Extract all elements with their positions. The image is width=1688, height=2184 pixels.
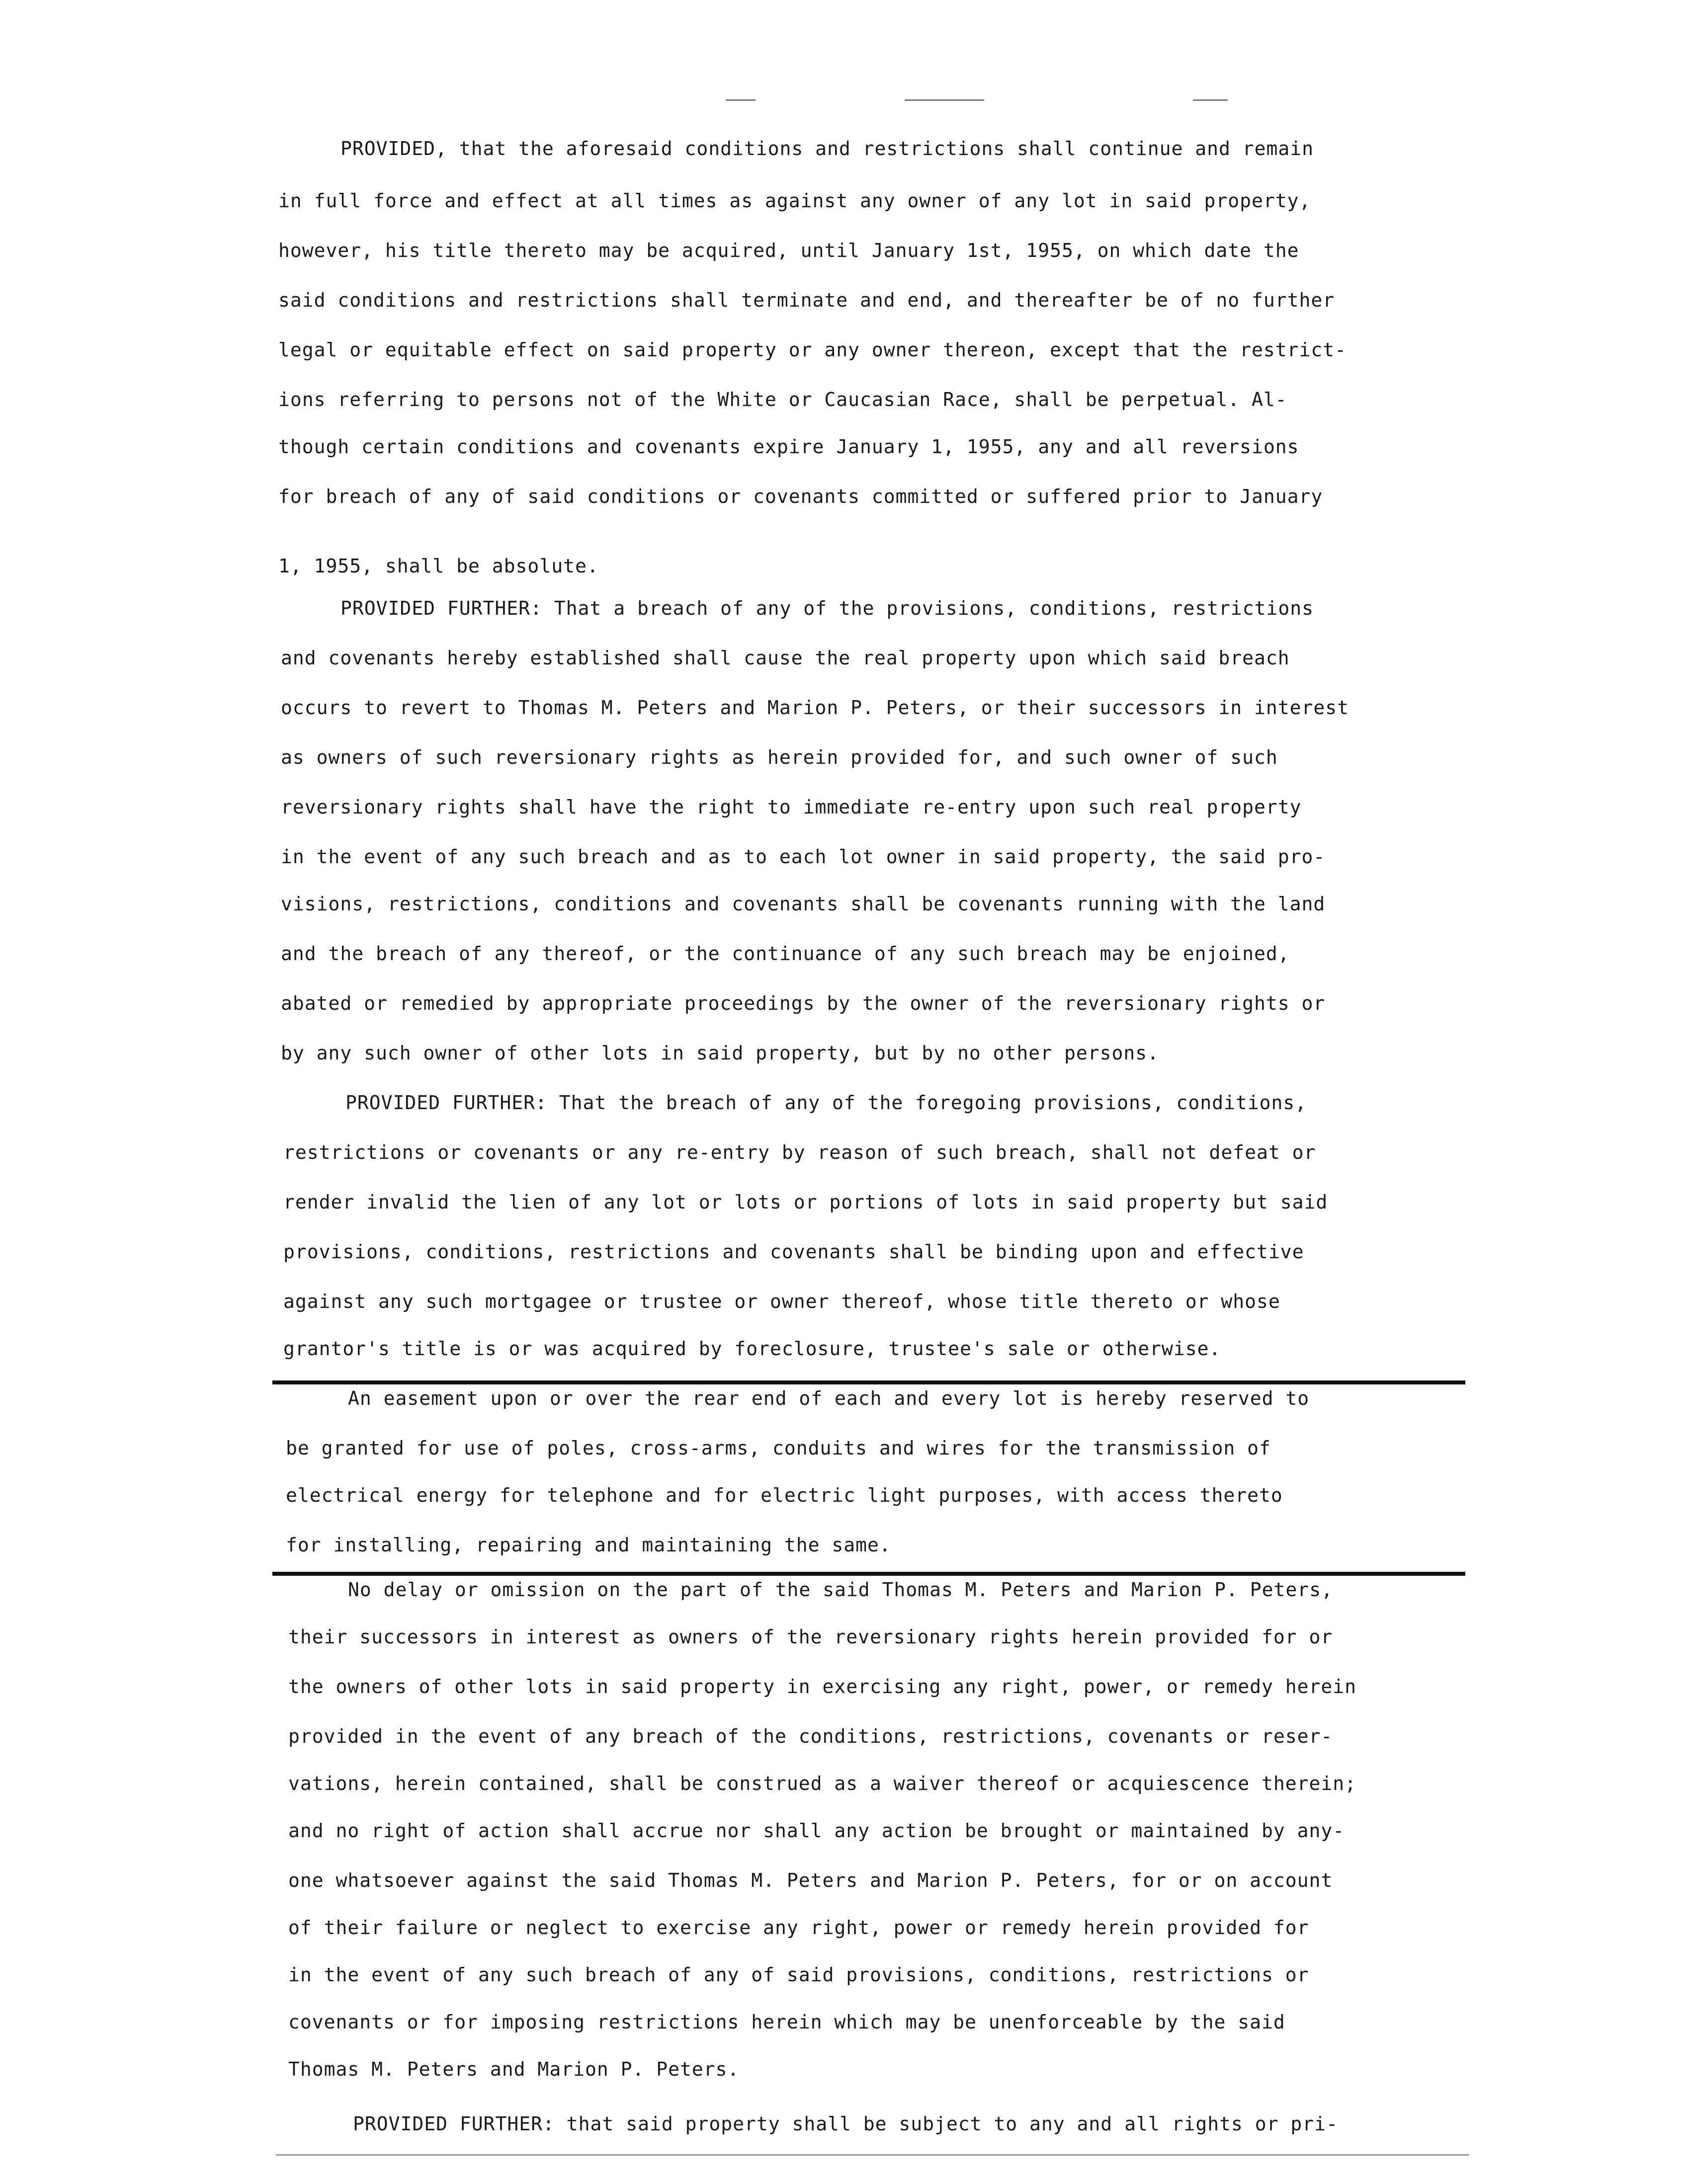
paragraph-2-line-1: PROVIDED FURTHER: That a breach of any of the provisions, conditions, restrictions [340,597,1314,619]
paragraph-4-line-4: for installing, repairing and maintaining the same. [286,1534,891,1556]
paragraph-3-line-4: provisions, conditions, restrictions and covenants shall be binding upon and effective [283,1241,1304,1263]
paragraph-5-line-10: covenants or for imposing restrictions herein which may be unenforceable by the said [288,2011,1285,2033]
paragraph-5-line-6: and no right of action shall accrue nor shall any action be brought or maintained by any- [288,1820,1345,1842]
scan-mark [276,2154,1469,2156]
paragraph-1-line-2: in full force and effect at all times as against any owner of any lot in said property, [278,190,1311,212]
paragraph-1-line-1: PROVIDED, that the aforesaid conditions and restrictions shall continue and remain [340,138,1314,160]
paragraph-5-line-3: the owners of other lots in said property in exercising any right, power, or remedy herein [288,1676,1357,1698]
scan-mark [726,99,756,101]
paragraph-1-line-3: however, his title thereto may be acquired, until January 1st, 1955, on which date the [278,240,1299,261]
section-divider [272,1380,1465,1384]
section-divider [272,1572,1465,1576]
paragraph-1-line-7: though certain conditions and covenants expire January 1, 1955, any and all reversions [278,436,1299,458]
paragraph-3-line-2: restrictions or covenants or any re-entry by reason of such breach, shall not defeat or [283,1141,1316,1163]
paragraph-5-line-2: their successors in interest as owners of the reversionary rights herein provided for or [288,1626,1333,1648]
paragraph-5-line-9: in the event of any such breach of any of said provisions, conditions, restrictions or [288,1964,1309,1986]
paragraph-2-line-5: reversionary rights shall have the right to immediate re-entry upon such real property [281,796,1302,818]
paragraph-2-line-10: by any such owner of other lots in said property, but by no other persons. [281,1042,1159,1064]
paragraph-5-line-5: vations, herein contained, shall be construed as a waiver thereof or acquiescence therein; [288,1773,1357,1794]
paragraph-5-line-4: provided in the event of any breach of the conditions, restrictions, covenants or reser- [288,1725,1333,1747]
paragraph-5-line-7: one whatsoever against the said Thomas M. Peters and Marion P. Peters, for or on account [288,1869,1333,1891]
paragraph-1-line-9: 1, 1955, shall be absolute. [278,555,599,577]
paragraph-1-line-6: ions referring to persons not of the White or Caucasian Race, shall be perpetual. Al- [278,389,1287,410]
paragraph-4-line-3: electrical energy for telephone and for electric light purposes, with access thereto [286,1484,1283,1506]
scan-mark [905,99,984,101]
paragraph-5-line-1: No delay or omission on the part of the said Thomas M. Peters and Marion P. Peters, [348,1579,1333,1601]
paragraph-3-line-5: against any such mortgagee or trustee or owner thereof, whose title thereto or whose [283,1291,1280,1312]
paragraph-1-line-4: said conditions and restrictions shall terminate and end, and thereafter be of no further [278,289,1335,311]
paragraph-4-line-1: An easement upon or over the rear end of each and every lot is hereby reserved to [348,1387,1310,1409]
paragraph-2-line-7: visions, restrictions, conditions and covenants shall be covenants running with the land [281,893,1326,915]
paragraph-4-line-2: be granted for use of poles, cross-arms, conduits and wires for the transmission of [286,1437,1271,1459]
paragraph-2-line-8: and the breach of any thereof, or the continuance of any such breach may be enjoined, [281,943,1290,965]
paragraph-2-line-9: abated or remedied by appropriate proceedings by the owner of the reversionary rights or [281,992,1326,1014]
paragraph-1-line-5: legal or equitable effect on said property or any owner thereon, except that the restrict- [278,339,1347,361]
paragraph-5-line-11: Thomas M. Peters and Marion P. Peters. [288,2058,740,2080]
paragraph-3-line-3: render invalid the lien of any lot or lots or portions of lots in said property but said [283,1191,1328,1213]
paragraph-2-line-3: occurs to revert to Thomas M. Peters and Marion P. Peters, or their successors in interest [281,697,1350,719]
scan-mark [1193,99,1228,101]
paragraph-2-line-4: as owners of such reversionary rights as herein provided for, and such owner of such [281,746,1278,768]
paragraph-3-line-1: PROVIDED FURTHER: That the breach of any of the foregoing provisions, conditions, [345,1092,1307,1114]
paragraph-3-line-6: grantor's title is or was acquired by foreclosure, trustee's sale or otherwise. [283,1338,1221,1360]
paragraph-5-line-8: of their failure or neglect to exercise any right, power or remedy herein provided for [288,1917,1309,1939]
paragraph-2-line-6: in the event of any such breach and as to each lot owner in said property, the said pro- [281,846,1326,868]
paragraph-1-line-8: for breach of any of said conditions or covenants committed or suffered prior to January [278,485,1323,507]
paragraph-2-line-2: and covenants hereby established shall cause the real property upon which said breach [281,647,1290,669]
paragraph-6-line-1: PROVIDED FURTHER: that said property shall be subject to any and all rights or pri- [353,2113,1338,2135]
